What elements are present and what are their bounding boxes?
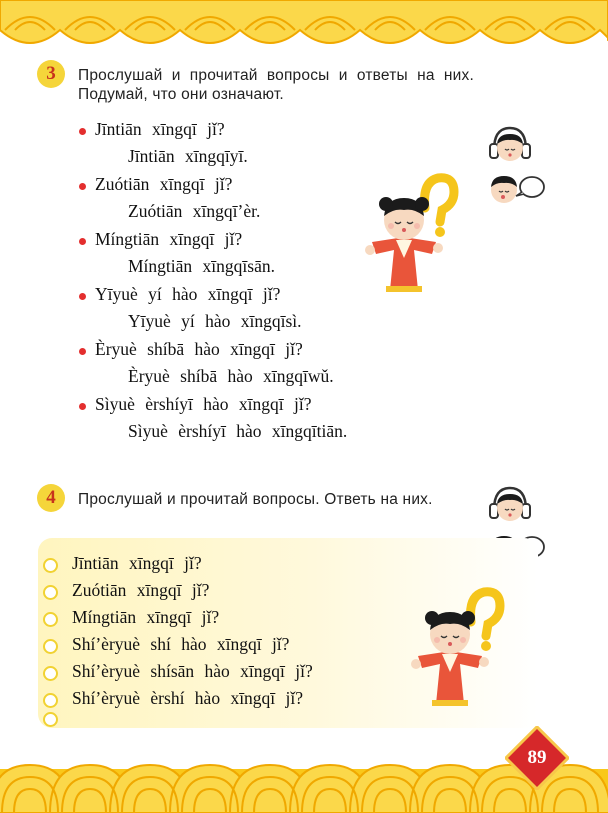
- question-line: Èryuè shíbā hào xīngqī jǐ?: [95, 339, 303, 359]
- list-ring: [43, 612, 58, 627]
- chinese-child-icon: [396, 582, 506, 712]
- list-ring: [43, 558, 58, 573]
- headphones-icon[interactable]: [486, 124, 534, 164]
- answer-line: Yīyuè yí hào xīngqīsì.: [128, 311, 302, 331]
- question-line: Shí’èryuè shí hào xīngqī jǐ?: [72, 634, 290, 654]
- question-line: Shí’èryuè èrshí hào xīngqī jǐ?: [72, 688, 304, 708]
- answer-line: Èryuè shíbā hào xīngqīwǔ.: [128, 366, 334, 386]
- answer-line: Jīntiān xīngqīyī.: [128, 146, 248, 166]
- question-line: Shí’èryuè shísān hào xīngqī jǐ?: [72, 661, 313, 681]
- exercise-4-number: 4: [37, 484, 65, 512]
- chinese-child-icon: [350, 168, 460, 298]
- speech-bubble-icon[interactable]: [486, 170, 546, 206]
- page-number: 89: [527, 747, 547, 768]
- bullet: [79, 293, 86, 300]
- top-wave-border: [0, 0, 608, 54]
- bullet: [79, 238, 86, 245]
- headphones-icon[interactable]: [486, 484, 534, 524]
- question-line: Yīyuè yí hào xīngqī jǐ?: [95, 284, 281, 304]
- list-ring: [43, 585, 58, 600]
- bullet: [79, 348, 86, 355]
- answer-line: Zuótiān xīngqī’èr.: [128, 201, 261, 221]
- question-line: Míngtiān xīngqī jǐ?: [95, 229, 243, 249]
- exercise-3-number: 3: [37, 60, 65, 88]
- bullet: [79, 183, 86, 190]
- list-ring: [43, 712, 58, 727]
- bullet: [79, 128, 86, 135]
- question-line: Jīntiān xīngqī jǐ?: [95, 119, 225, 139]
- question-line: Zuótiān xīngqī jǐ?: [95, 174, 233, 194]
- question-line: Míngtiān xīngqī jǐ?: [72, 607, 220, 627]
- answer-line: Míngtiān xīngqīsān.: [128, 256, 275, 276]
- exercise-4-instruction: Прослушай и прочитай вопросы. Ответь на них.: [78, 491, 433, 508]
- question-line: Sìyuè èrshíyī hào xīngqī jǐ?: [95, 394, 312, 414]
- list-ring: [43, 639, 58, 654]
- bullet: [79, 403, 86, 410]
- list-ring: [43, 666, 58, 681]
- question-line: Zuótiān xīngqī jǐ?: [72, 580, 210, 600]
- exercise-3-instruction: Прослушай и прочитай вопросы и ответы на них. Подумай, что они означают.: [78, 67, 474, 103]
- list-ring: [43, 693, 58, 708]
- answer-line: Sìyuè èrshíyī hào xīngqītiān.: [128, 421, 348, 441]
- question-line: Jīntiān xīngqī jǐ?: [72, 553, 202, 573]
